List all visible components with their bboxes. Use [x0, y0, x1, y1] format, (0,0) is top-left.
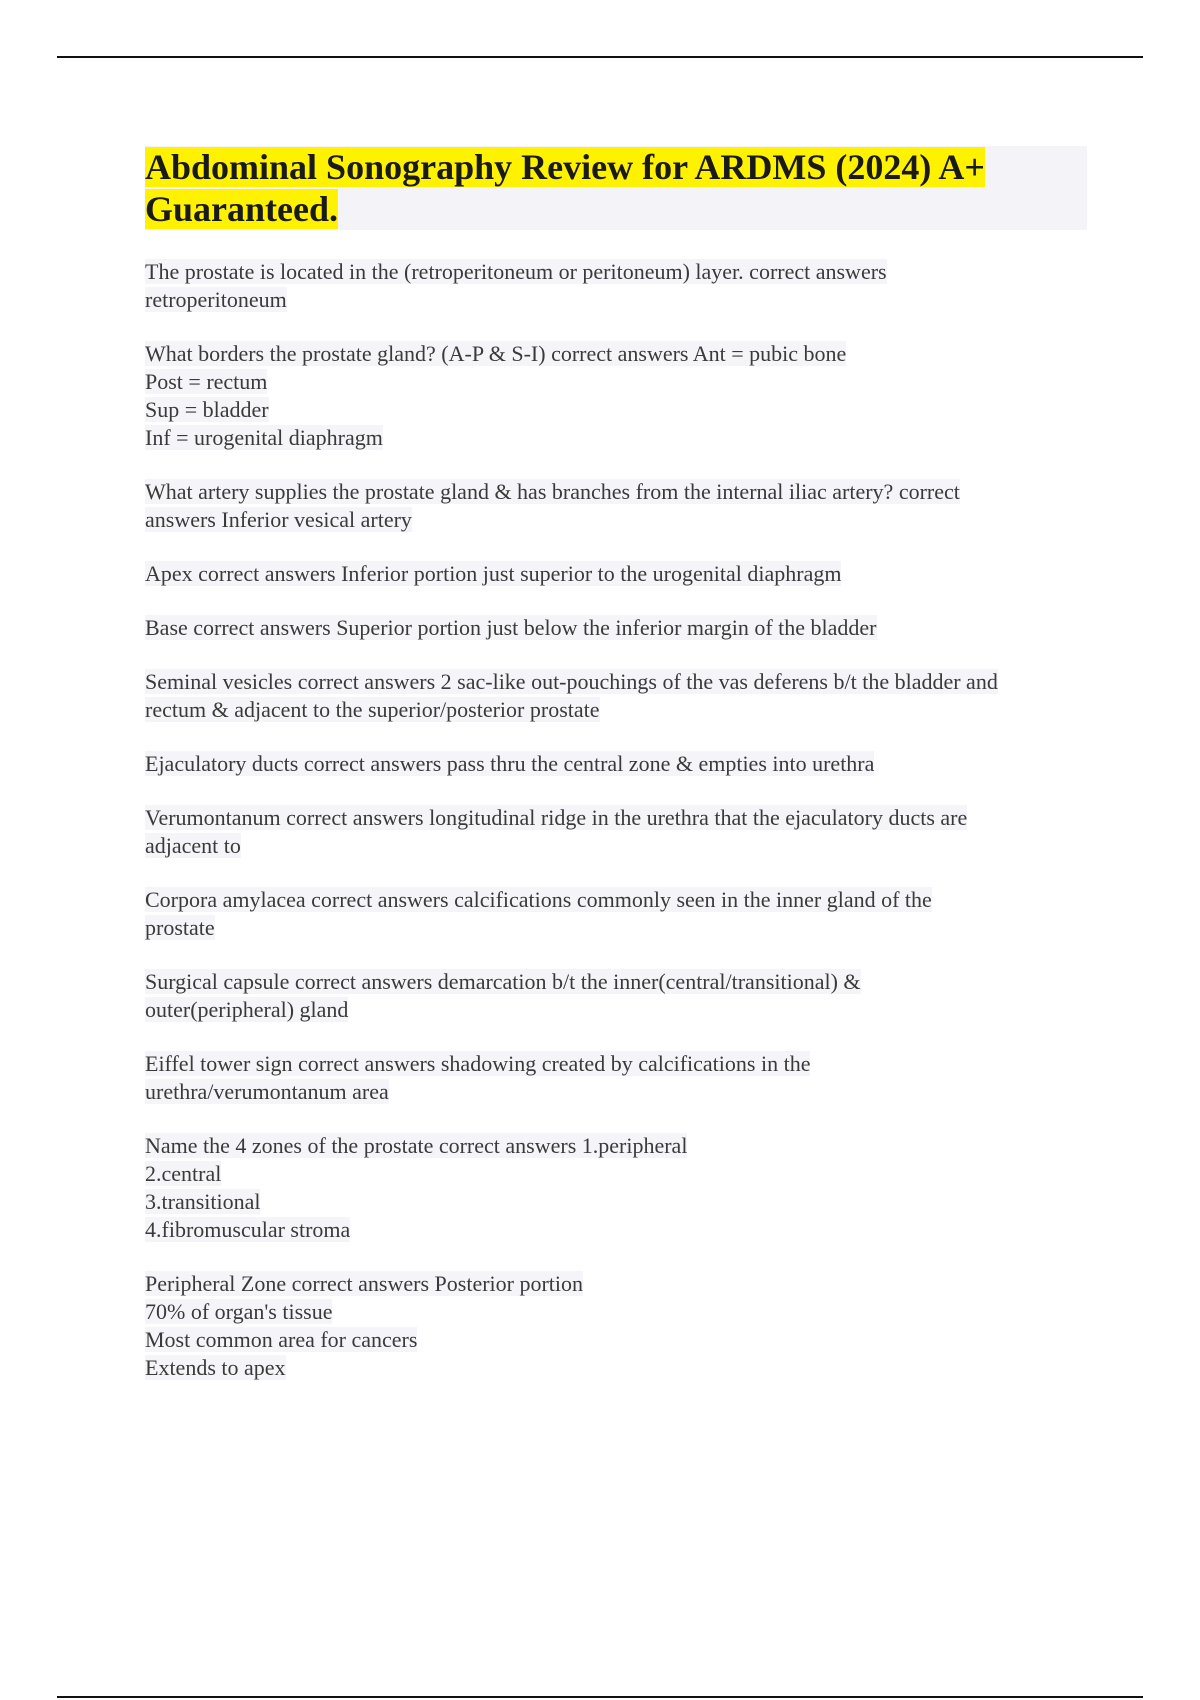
qa-item	[145, 750, 1090, 778]
qa-line-text: urethra/verumontanum area	[145, 1079, 389, 1104]
qa-line	[145, 832, 1090, 860]
qa-line	[145, 968, 1090, 996]
qa-list	[145, 258, 1090, 1382]
qa-item	[145, 668, 1090, 724]
highlighted-title-text: Abdominal Sonography Review for ARDMS (2024) A+ Guaranteed.	[145, 147, 985, 229]
qa-line-text: 4.fibromuscular stroma	[145, 1217, 351, 1242]
qa-line	[145, 1326, 1090, 1354]
qa-line-text: answers Inferior vesical artery	[145, 507, 412, 532]
qa-line-text: 2.central	[145, 1161, 222, 1186]
qa-item	[145, 478, 1090, 534]
title-block	[145, 146, 1087, 230]
qa-item	[145, 258, 1090, 314]
qa-line-text: The prostate is located in the (retroperitoneum or peritoneum) layer. correct answers	[145, 259, 887, 284]
qa-line	[145, 258, 1090, 286]
qa-line-text: Most common area for cancers	[145, 1327, 418, 1352]
qa-line	[145, 368, 1090, 396]
qa-line-text: Surgical capsule correct answers demarcation b/t the inner(central/transitional) &	[145, 969, 861, 994]
qa-line	[145, 1298, 1090, 1326]
qa-line-text: Post = rectum	[145, 369, 268, 394]
qa-line-text: Peripheral Zone correct answers Posterior portion	[145, 1271, 584, 1296]
qa-line-text: Sup = bladder	[145, 397, 269, 422]
qa-line	[145, 804, 1090, 832]
qa-item	[145, 1132, 1090, 1244]
qa-line	[145, 914, 1090, 942]
qa-item	[145, 968, 1090, 1024]
qa-line	[145, 1160, 1090, 1188]
document-body	[145, 146, 1090, 1408]
qa-line	[145, 1270, 1090, 1298]
qa-line-text: adjacent to	[145, 833, 241, 858]
qa-item	[145, 1050, 1090, 1106]
qa-item	[145, 560, 1090, 588]
qa-line-text: retroperitoneum	[145, 287, 287, 312]
qa-line-text: Ejaculatory ducts correct answers pass thru the central zone & empties into urethra	[145, 751, 875, 776]
qa-line	[145, 286, 1090, 314]
qa-line-text: What artery supplies the prostate gland & has branches from the internal iliac artery? correct	[145, 479, 960, 504]
qa-line-text: rectum & adjacent to the superior/posterior prostate	[145, 697, 600, 722]
qa-line-text: Apex correct answers Inferior portion just superior to the urogenital diaphragm	[145, 561, 842, 586]
qa-line-text: Verumontanum correct answers longitudinal ridge in the urethra that the ejaculatory ducts are	[145, 805, 968, 830]
qa-line	[145, 614, 1090, 642]
qa-line-text: Inf = urogenital diaphragm	[145, 425, 383, 450]
qa-line	[145, 668, 1090, 696]
qa-line-text: Extends to apex	[145, 1355, 286, 1380]
qa-line	[145, 886, 1090, 914]
qa-line-text: 3.transitional	[145, 1189, 261, 1214]
bottom-rule	[57, 1696, 1143, 1698]
qa-line	[145, 1216, 1090, 1244]
top-rule	[57, 56, 1143, 58]
qa-item	[145, 804, 1090, 860]
qa-line-text: prostate	[145, 915, 215, 940]
qa-line	[145, 478, 1090, 506]
qa-line	[145, 696, 1090, 724]
qa-line	[145, 396, 1090, 424]
qa-line-text: Base correct answers Superior portion just below the inferior margin of the bladder	[145, 615, 877, 640]
qa-line-text: Eiffel tower sign correct answers shadowing created by calcifications in the	[145, 1051, 811, 1076]
qa-line	[145, 340, 1090, 368]
qa-item	[145, 886, 1090, 942]
qa-line-text: Corpora amylacea correct answers calcifications commonly seen in the inner gland of the	[145, 887, 932, 912]
qa-line	[145, 424, 1090, 452]
qa-line-text: 70% of organ's tissue	[145, 1299, 333, 1324]
qa-line-text: What borders the prostate gland? (A-P & S-I) correct answers Ant = pubic bone	[145, 341, 847, 366]
qa-line	[145, 1188, 1090, 1216]
qa-line-text: Name the 4 zones of the prostate correct answers 1.peripheral	[145, 1133, 688, 1158]
qa-line	[145, 1354, 1090, 1382]
qa-line	[145, 1132, 1090, 1160]
qa-line	[145, 996, 1090, 1024]
qa-item	[145, 340, 1090, 452]
qa-line	[145, 1050, 1090, 1078]
qa-item	[145, 614, 1090, 642]
qa-line	[145, 506, 1090, 534]
qa-line	[145, 560, 1090, 588]
qa-line-text: Seminal vesicles correct answers 2 sac-like out-pouchings of the vas deferens b/t the bladder and	[145, 669, 998, 694]
qa-line	[145, 750, 1090, 778]
qa-line	[145, 1078, 1090, 1106]
document-title	[145, 146, 1087, 230]
qa-line-text: outer(peripheral) gland	[145, 997, 349, 1022]
qa-item	[145, 1270, 1090, 1382]
